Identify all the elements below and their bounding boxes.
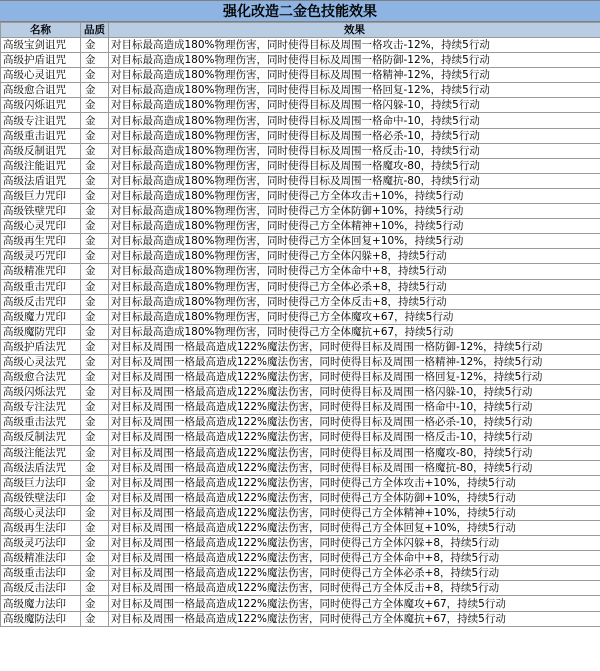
table-row	[1, 264, 600, 279]
quality-cell: 金	[81, 294, 109, 309]
table-row	[1, 400, 600, 415]
skill-name-cell: 高级铁壁咒印	[1, 204, 81, 219]
effect-cell: 对目标及周围一格最高造成122%魔法伤害，同时使得己方全体攻击+10%，持续5行动	[109, 475, 600, 490]
table-row	[1, 521, 600, 536]
skill-name-cell: 高级反击咒印	[1, 294, 81, 309]
skill-name-cell: 高级巨力咒印	[1, 188, 81, 203]
skill-name-cell: 高级宝剑诅咒	[1, 38, 81, 53]
quality-cell: 金	[81, 173, 109, 188]
sheet-title: 强化改造二金色技能效果	[0, 0, 600, 22]
effect-cell: 对目标及周围一格最高造成122%魔法伤害，同时使得己方全体命中+8，持续5行动	[109, 551, 600, 566]
effect-cell: 对目标最高造成180%物理伤害，同时使得目标及周围一格防御-12%，持续5行动	[109, 53, 600, 68]
skill-name-cell: 高级魔力咒印	[1, 309, 81, 324]
effect-cell: 对目标最高造成180%物理伤害，同时使得目标及周围一格闪躲-10，持续5行动	[109, 98, 600, 113]
skill-name-cell: 高级护盾诅咒	[1, 53, 81, 68]
skill-name-cell: 高级心灵法印	[1, 505, 81, 520]
skill-name-cell: 高级魔力法印	[1, 596, 81, 611]
effect-cell: 对目标最高造成180%物理伤害，同时使得己方全体闪躲+8，持续5行动	[109, 249, 600, 264]
quality-cell: 金	[81, 158, 109, 173]
skill-name-cell: 高级重击诅咒	[1, 128, 81, 143]
skill-name-cell: 高级护盾法咒	[1, 339, 81, 354]
quality-cell: 金	[81, 400, 109, 415]
quality-cell: 金	[81, 68, 109, 83]
skill-name-cell: 高级专注法咒	[1, 400, 81, 415]
skill-name-cell: 高级灵巧咒印	[1, 249, 81, 264]
effect-cell: 对目标及周围一格最高造成122%魔法伤害，同时使得己方全体必杀+8，持续5行动	[109, 566, 600, 581]
table-row	[1, 566, 600, 581]
skill-name-cell: 高级闪烁诅咒	[1, 98, 81, 113]
quality-cell: 金	[81, 445, 109, 460]
effect-cell: 对目标最高造成180%物理伤害，同时使得目标及周围一格必杀-10，持续5行动	[109, 128, 600, 143]
effect-cell: 对目标及周围一格最高造成122%魔法伤害，同时使得己方全体魔抗+67，持续5行动	[109, 611, 600, 626]
table-row	[1, 385, 600, 400]
quality-cell: 金	[81, 354, 109, 369]
effect-cell: 对目标最高造成180%物理伤害，同时使得己方全体反击+8，持续5行动	[109, 294, 600, 309]
header-effect: 效果	[109, 23, 600, 38]
effect-cell: 对目标及周围一格最高造成122%魔法伤害，同时使得目标及周围一格精神-12%，持续5行动	[109, 354, 600, 369]
effect-cell: 对目标及周围一格最高造成122%魔法伤害，同时使得己方全体魔攻+67，持续5行动	[109, 596, 600, 611]
skill-name-cell: 高级巨力法印	[1, 475, 81, 490]
table-row	[1, 38, 600, 53]
effect-cell: 对目标及周围一格最高造成122%魔法伤害，同时使得目标及周围一格回复-12%，持续5行动	[109, 370, 600, 385]
effect-cell: 对目标最高造成180%物理伤害，同时使得目标及周围一格反击-10，持续5行动	[109, 143, 600, 158]
effect-cell: 对目标及周围一格最高造成122%魔法伤害，同时使得目标及周围一格必杀-10，持续5行动	[109, 415, 600, 430]
skill-name-cell: 高级反击法印	[1, 581, 81, 596]
effect-cell: 对目标最高造成180%物理伤害，同时使得己方全体精神+10%，持续5行动	[109, 219, 600, 234]
skill-name-cell: 高级反制诅咒	[1, 143, 81, 158]
quality-cell: 金	[81, 505, 109, 520]
skill-name-cell: 高级愈合诅咒	[1, 83, 81, 98]
table-row	[1, 188, 600, 203]
quality-cell: 金	[81, 83, 109, 98]
table-row	[1, 611, 600, 626]
effect-cell: 对目标及周围一格最高造成122%魔法伤害，同时使得己方全体闪躲+8，持续5行动	[109, 536, 600, 551]
quality-cell: 金	[81, 53, 109, 68]
skill-name-cell: 高级专注诅咒	[1, 113, 81, 128]
effect-cell: 对目标及周围一格最高造成122%魔法伤害，同时使得目标及周围一格闪躲-10，持续5行动	[109, 385, 600, 400]
skill-name-cell: 高级重击咒印	[1, 279, 81, 294]
effect-cell: 对目标最高造成180%物理伤害，同时使得己方全体防御+10%，持续5行动	[109, 204, 600, 219]
effect-cell: 对目标最高造成180%物理伤害，同时使得目标及周围一格魔抗-80，持续5行动	[109, 173, 600, 188]
quality-cell: 金	[81, 234, 109, 249]
skill-name-cell: 高级重击法印	[1, 566, 81, 581]
table-row	[1, 158, 600, 173]
quality-cell: 金	[81, 521, 109, 536]
table-row	[1, 98, 600, 113]
skill-name-cell: 高级精准咒印	[1, 264, 81, 279]
header-quality: 品质	[81, 23, 109, 38]
skill-name-cell: 高级再生咒印	[1, 234, 81, 249]
table-body	[1, 38, 600, 627]
header-name: 名称	[1, 23, 81, 38]
quality-cell: 金	[81, 611, 109, 626]
effect-cell: 对目标最高造成180%物理伤害，同时使得目标及周围一格攻击-12%，持续5行动	[109, 38, 600, 53]
quality-cell: 金	[81, 551, 109, 566]
quality-cell: 金	[81, 460, 109, 475]
table-row	[1, 68, 600, 83]
quality-cell: 金	[81, 38, 109, 53]
skill-name-cell: 高级反制法咒	[1, 430, 81, 445]
skill-name-cell: 高级灵巧法印	[1, 536, 81, 551]
table-row	[1, 581, 600, 596]
quality-cell: 金	[81, 566, 109, 581]
table-row	[1, 460, 600, 475]
skill-name-cell: 高级注能诅咒	[1, 158, 81, 173]
table-row	[1, 234, 600, 249]
table-row	[1, 113, 600, 128]
skill-name-cell: 高级魔防法印	[1, 611, 81, 626]
table-row	[1, 324, 600, 339]
quality-cell: 金	[81, 113, 109, 128]
skill-name-cell: 高级心灵咒印	[1, 219, 81, 234]
quality-cell: 金	[81, 415, 109, 430]
quality-cell: 金	[81, 475, 109, 490]
quality-cell: 金	[81, 370, 109, 385]
quality-cell: 金	[81, 279, 109, 294]
table-row	[1, 490, 600, 505]
table-row	[1, 415, 600, 430]
table-row	[1, 370, 600, 385]
quality-cell: 金	[81, 249, 109, 264]
effect-cell: 对目标最高造成180%物理伤害，同时使得己方全体必杀+8，持续5行动	[109, 279, 600, 294]
table-row	[1, 53, 600, 68]
table-row	[1, 551, 600, 566]
table-row	[1, 445, 600, 460]
table-row	[1, 536, 600, 551]
effect-cell: 对目标及周围一格最高造成122%魔法伤害，同时使得目标及周围一格命中-10，持续5行动	[109, 400, 600, 415]
table-row	[1, 596, 600, 611]
skill-name-cell: 高级再生法印	[1, 521, 81, 536]
effect-cell: 对目标最高造成180%物理伤害，同时使得己方全体回复+10%，持续5行动	[109, 234, 600, 249]
skill-name-cell: 高级法盾法咒	[1, 460, 81, 475]
quality-cell: 金	[81, 98, 109, 113]
effect-cell: 对目标及周围一格最高造成122%魔法伤害，同时使得己方全体精神+10%，持续5行动	[109, 505, 600, 520]
skill-name-cell: 高级闪烁法咒	[1, 385, 81, 400]
quality-cell: 金	[81, 219, 109, 234]
effect-cell: 对目标及周围一格最高造成122%魔法伤害，同时使得目标及周围一格防御-12%，持续5行动	[109, 339, 600, 354]
quality-cell: 金	[81, 309, 109, 324]
table-row	[1, 354, 600, 369]
quality-cell: 金	[81, 204, 109, 219]
skill-name-cell: 高级法盾诅咒	[1, 173, 81, 188]
skill-name-cell: 高级铁壁法印	[1, 490, 81, 505]
effect-cell: 对目标最高造成180%物理伤害，同时使得己方全体魔抗+67，持续5行动	[109, 324, 600, 339]
quality-cell: 金	[81, 385, 109, 400]
skill-name-cell: 高级心灵诅咒	[1, 68, 81, 83]
table-row	[1, 219, 600, 234]
quality-cell: 金	[81, 596, 109, 611]
table-row	[1, 83, 600, 98]
table-row	[1, 204, 600, 219]
quality-cell: 金	[81, 324, 109, 339]
quality-cell: 金	[81, 430, 109, 445]
quality-cell: 金	[81, 536, 109, 551]
skill-name-cell: 高级愈合法咒	[1, 370, 81, 385]
skill-name-cell: 高级心灵法咒	[1, 354, 81, 369]
quality-cell: 金	[81, 339, 109, 354]
effect-cell: 对目标最高造成180%物理伤害，同时使得目标及周围一格回复-12%，持续5行动	[109, 83, 600, 98]
effect-cell: 对目标及周围一格最高造成122%魔法伤害，同时使得己方全体防御+10%，持续5行动	[109, 490, 600, 505]
effect-cell: 对目标最高造成180%物理伤害，同时使得己方全体魔攻+67，持续5行动	[109, 309, 600, 324]
table-row	[1, 173, 600, 188]
effect-cell: 对目标及周围一格最高造成122%魔法伤害，同时使得己方全体反击+8，持续5行动	[109, 581, 600, 596]
table-row	[1, 339, 600, 354]
effect-cell: 对目标最高造成180%物理伤害，同时使得己方全体攻击+10%，持续5行动	[109, 188, 600, 203]
effect-cell: 对目标最高造成180%物理伤害，同时使得己方全体命中+8，持续5行动	[109, 264, 600, 279]
effect-cell: 对目标最高造成180%物理伤害，同时使得目标及周围一格命中-10，持续5行动	[109, 113, 600, 128]
header-row	[1, 23, 600, 38]
table-row	[1, 249, 600, 264]
table-row	[1, 309, 600, 324]
quality-cell: 金	[81, 128, 109, 143]
table-row	[1, 294, 600, 309]
effect-cell: 对目标及周围一格最高造成122%魔法伤害，同时使得己方全体回复+10%，持续5行动	[109, 521, 600, 536]
effect-cell: 对目标及周围一格最高造成122%魔法伤害，同时使得目标及周围一格魔攻-80，持续5行动	[109, 445, 600, 460]
table-row	[1, 505, 600, 520]
table-row	[1, 143, 600, 158]
quality-cell: 金	[81, 490, 109, 505]
effect-cell: 对目标最高造成180%物理伤害，同时使得目标及周围一格魔攻-80，持续5行动	[109, 158, 600, 173]
skill-name-cell: 高级重击法咒	[1, 415, 81, 430]
table-row	[1, 128, 600, 143]
skill-table	[0, 22, 600, 627]
table-row	[1, 475, 600, 490]
effect-cell: 对目标及周围一格最高造成122%魔法伤害，同时使得目标及周围一格魔抗-80，持续5行动	[109, 460, 600, 475]
effect-cell: 对目标及周围一格最高造成122%魔法伤害，同时使得目标及周围一格反击-10，持续5行动	[109, 430, 600, 445]
quality-cell: 金	[81, 581, 109, 596]
table-row	[1, 430, 600, 445]
skill-name-cell: 高级注能法咒	[1, 445, 81, 460]
quality-cell: 金	[81, 264, 109, 279]
skill-name-cell: 高级魔防咒印	[1, 324, 81, 339]
skill-name-cell: 高级精准法印	[1, 551, 81, 566]
quality-cell: 金	[81, 143, 109, 158]
effect-cell: 对目标最高造成180%物理伤害，同时使得目标及周围一格精神-12%，持续5行动	[109, 68, 600, 83]
table-row	[1, 279, 600, 294]
quality-cell: 金	[81, 188, 109, 203]
